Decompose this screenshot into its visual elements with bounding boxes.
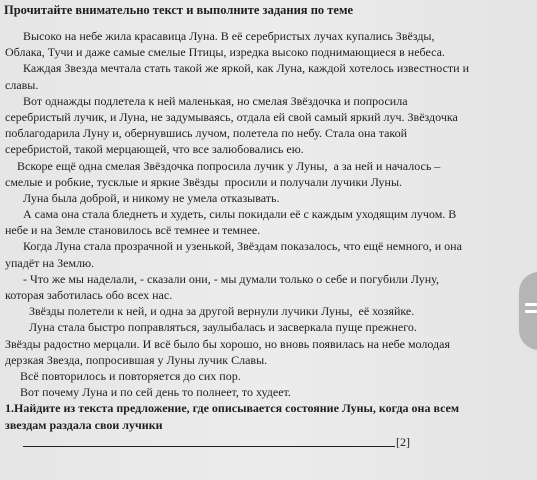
text-line: славы.	[5, 77, 39, 92]
text-line: А сама она стала бледнеть и худеть, силы покидали её с каждым уходящим лучом. В	[5, 207, 457, 222]
text-line: поблагодарила Луну и, обернувшись лучом, полетела по небу. Стала она такой	[5, 126, 408, 141]
text-line: небе и на Земле становилось всё темнее и темнее.	[5, 223, 261, 238]
text-line: Звёзды радостно мерцали. И всё было бы хорошо, но вновь появилась на небе молодая	[5, 336, 450, 351]
text-line: Вскоре ещё одна смелая Звёздочка попросила лучик у Луны, а за ней и началось –	[5, 158, 441, 173]
scan-artifact	[18, 474, 108, 480]
text-line: - Что же мы наделали, - сказали они, - мы думали только о себе и погубили Луну,	[5, 271, 439, 286]
text-line: дерзкая Звезда, попросившая у Луны лучик Славы.	[5, 352, 268, 367]
text-line: Каждая Звезда мечтала стать такой же яркой, как Луна, каждой хотелось известности и	[5, 61, 469, 76]
text-line: Вот почему Луна и по сей день то полнеет, то худеет.	[5, 385, 291, 400]
text-line: Облака, Тучи и даже самые смелые Птицы, изредка высоко поднимающиеся в небеса.	[5, 45, 445, 60]
text-line: которая заботилась обо всех нас.	[5, 288, 173, 302]
text-line: Вот однажды подлетела к ней маленькая, но смелая Звёздочка и попросила	[5, 93, 408, 108]
text-line: смелые и робкие, тусклые и яркие Звёзды просили и получали лучики Луны.	[5, 174, 403, 189]
menu-lines-icon	[525, 303, 537, 317]
text-line: серебристой, такой мерцающей, что все залюбовались ею.	[5, 142, 304, 157]
question-line-2: звездам раздала свои лучики	[5, 417, 163, 432]
text-line: упадёт на Землю.	[5, 255, 95, 270]
text-line: Всё повторилось и повторяется до сих пор.	[5, 368, 241, 383]
question-line-1: 1.Найдите из текста предложение, где описывается состояние Луны, когда она всем	[5, 401, 460, 416]
text-line: Высоко на небе жила красавица Луна. В её серебристых лучах купались Звёзды,	[5, 29, 435, 43]
text-line: Звёзды полетели к ней, и одна за другой вернули лучики Луны, её хозяйке.	[5, 304, 415, 319]
text-line: Когда Луна стала прозрачной и узенькой, Звёздам показалось, что ещё немного, и она	[5, 239, 462, 254]
page-title: Прочитайте внимательно текст и выполните задания по теме	[4, 3, 354, 17]
text-line: серебристый лучик, и Луна, не задумываясь, отдала ей свой самый яркий луч. Звёздочка	[5, 109, 458, 124]
points-label: [2]	[396, 434, 410, 449]
story-text	[5, 28, 527, 449]
answer-line	[23, 446, 395, 447]
side-menu-button[interactable]	[519, 272, 537, 350]
answer-row	[5, 433, 527, 449]
text-line: Луна стала быстро поправляться, заулыбалась и засверкала пуще прежнего.	[5, 320, 417, 335]
text-line: Луна была доброй, и никому не умела отказывать.	[5, 190, 280, 205]
